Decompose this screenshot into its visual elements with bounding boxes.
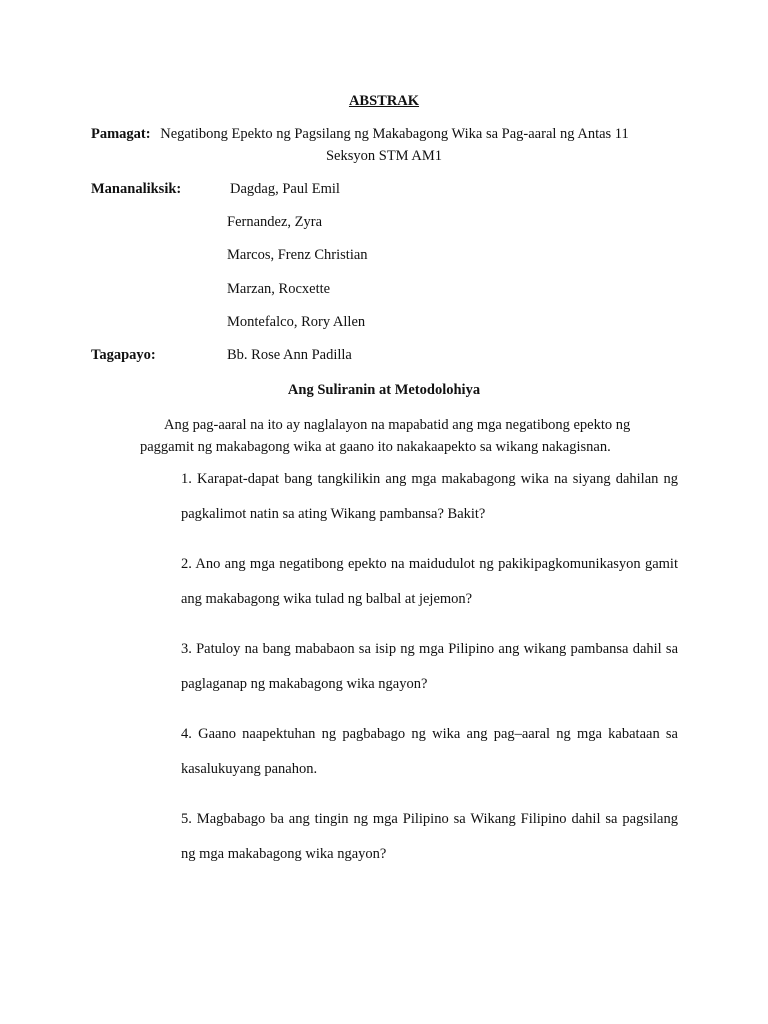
research-questions-list bbox=[181, 462, 678, 887]
research-question: 3. Patuloy na bang mababaon sa isip ng mga Pilipino ang wikang pambansa dahil sa paglaganap ng makabagong wika ngayon? bbox=[181, 641, 678, 692]
research-question: 1. Karapat-dapat bang tangkilikin ang mga makabagong wika na siyang dahilan ng pagkalimot natin sa ating Wikang pambansa? Bakit? bbox=[181, 471, 678, 522]
researcher-name: Montefalco, Rory Allen bbox=[227, 314, 366, 330]
intro-paragraph: Ang pag-aaral na ito ay naglalayon na mapabatid ang mga negatibong epekto ng paggamit ng makabagong wika at gaano ito nakakaapekto sa wikang nakagisnan. bbox=[140, 417, 631, 455]
research-question: 4. Gaano naapektuhan ng pagbabago ng wika ang pag–aaral ng mga kabataan sa kasalukuyang panahon. bbox=[181, 726, 678, 777]
research-question: 5. Magbabago ba ang tingin ng mga Pilipino sa Wikang Filipino dahil sa pagsilang ng mga makabagong wika ngayon? bbox=[181, 811, 678, 862]
title-line-2: Seksyon STM AM1 bbox=[325, 148, 443, 164]
adviser-name: Bb. Rose Ann Padilla bbox=[227, 347, 352, 363]
researcher-name: Fernandez, Zyra bbox=[227, 214, 323, 230]
research-question: 2. Ano ang mga negatibong epekto na maidudulot ng pakikipagkomunikasyon gamit ang makabagong wika tulad ng balbal at jejemon? bbox=[181, 556, 678, 607]
researcher-name: Marzan, Rocxette bbox=[227, 281, 331, 297]
title-label: Pamagat: bbox=[91, 126, 151, 142]
title-text-line-1: Negatibong Epekto ng Pagsilang ng Makabagong Wika sa Pag-aaral ng Antas 11 bbox=[160, 126, 629, 142]
section-heading: Ang Suliranin at Metodolohiya bbox=[287, 382, 481, 398]
title-line-1 bbox=[91, 126, 629, 143]
researcher-name: Dagdag, Paul Emil bbox=[230, 181, 340, 197]
document-heading: ABSTRAK bbox=[348, 93, 420, 109]
adviser-label: Tagapayo: bbox=[91, 347, 156, 363]
researchers-label: Mananaliksik: bbox=[91, 181, 182, 197]
researcher-name: Marcos, Frenz Christian bbox=[227, 247, 368, 263]
